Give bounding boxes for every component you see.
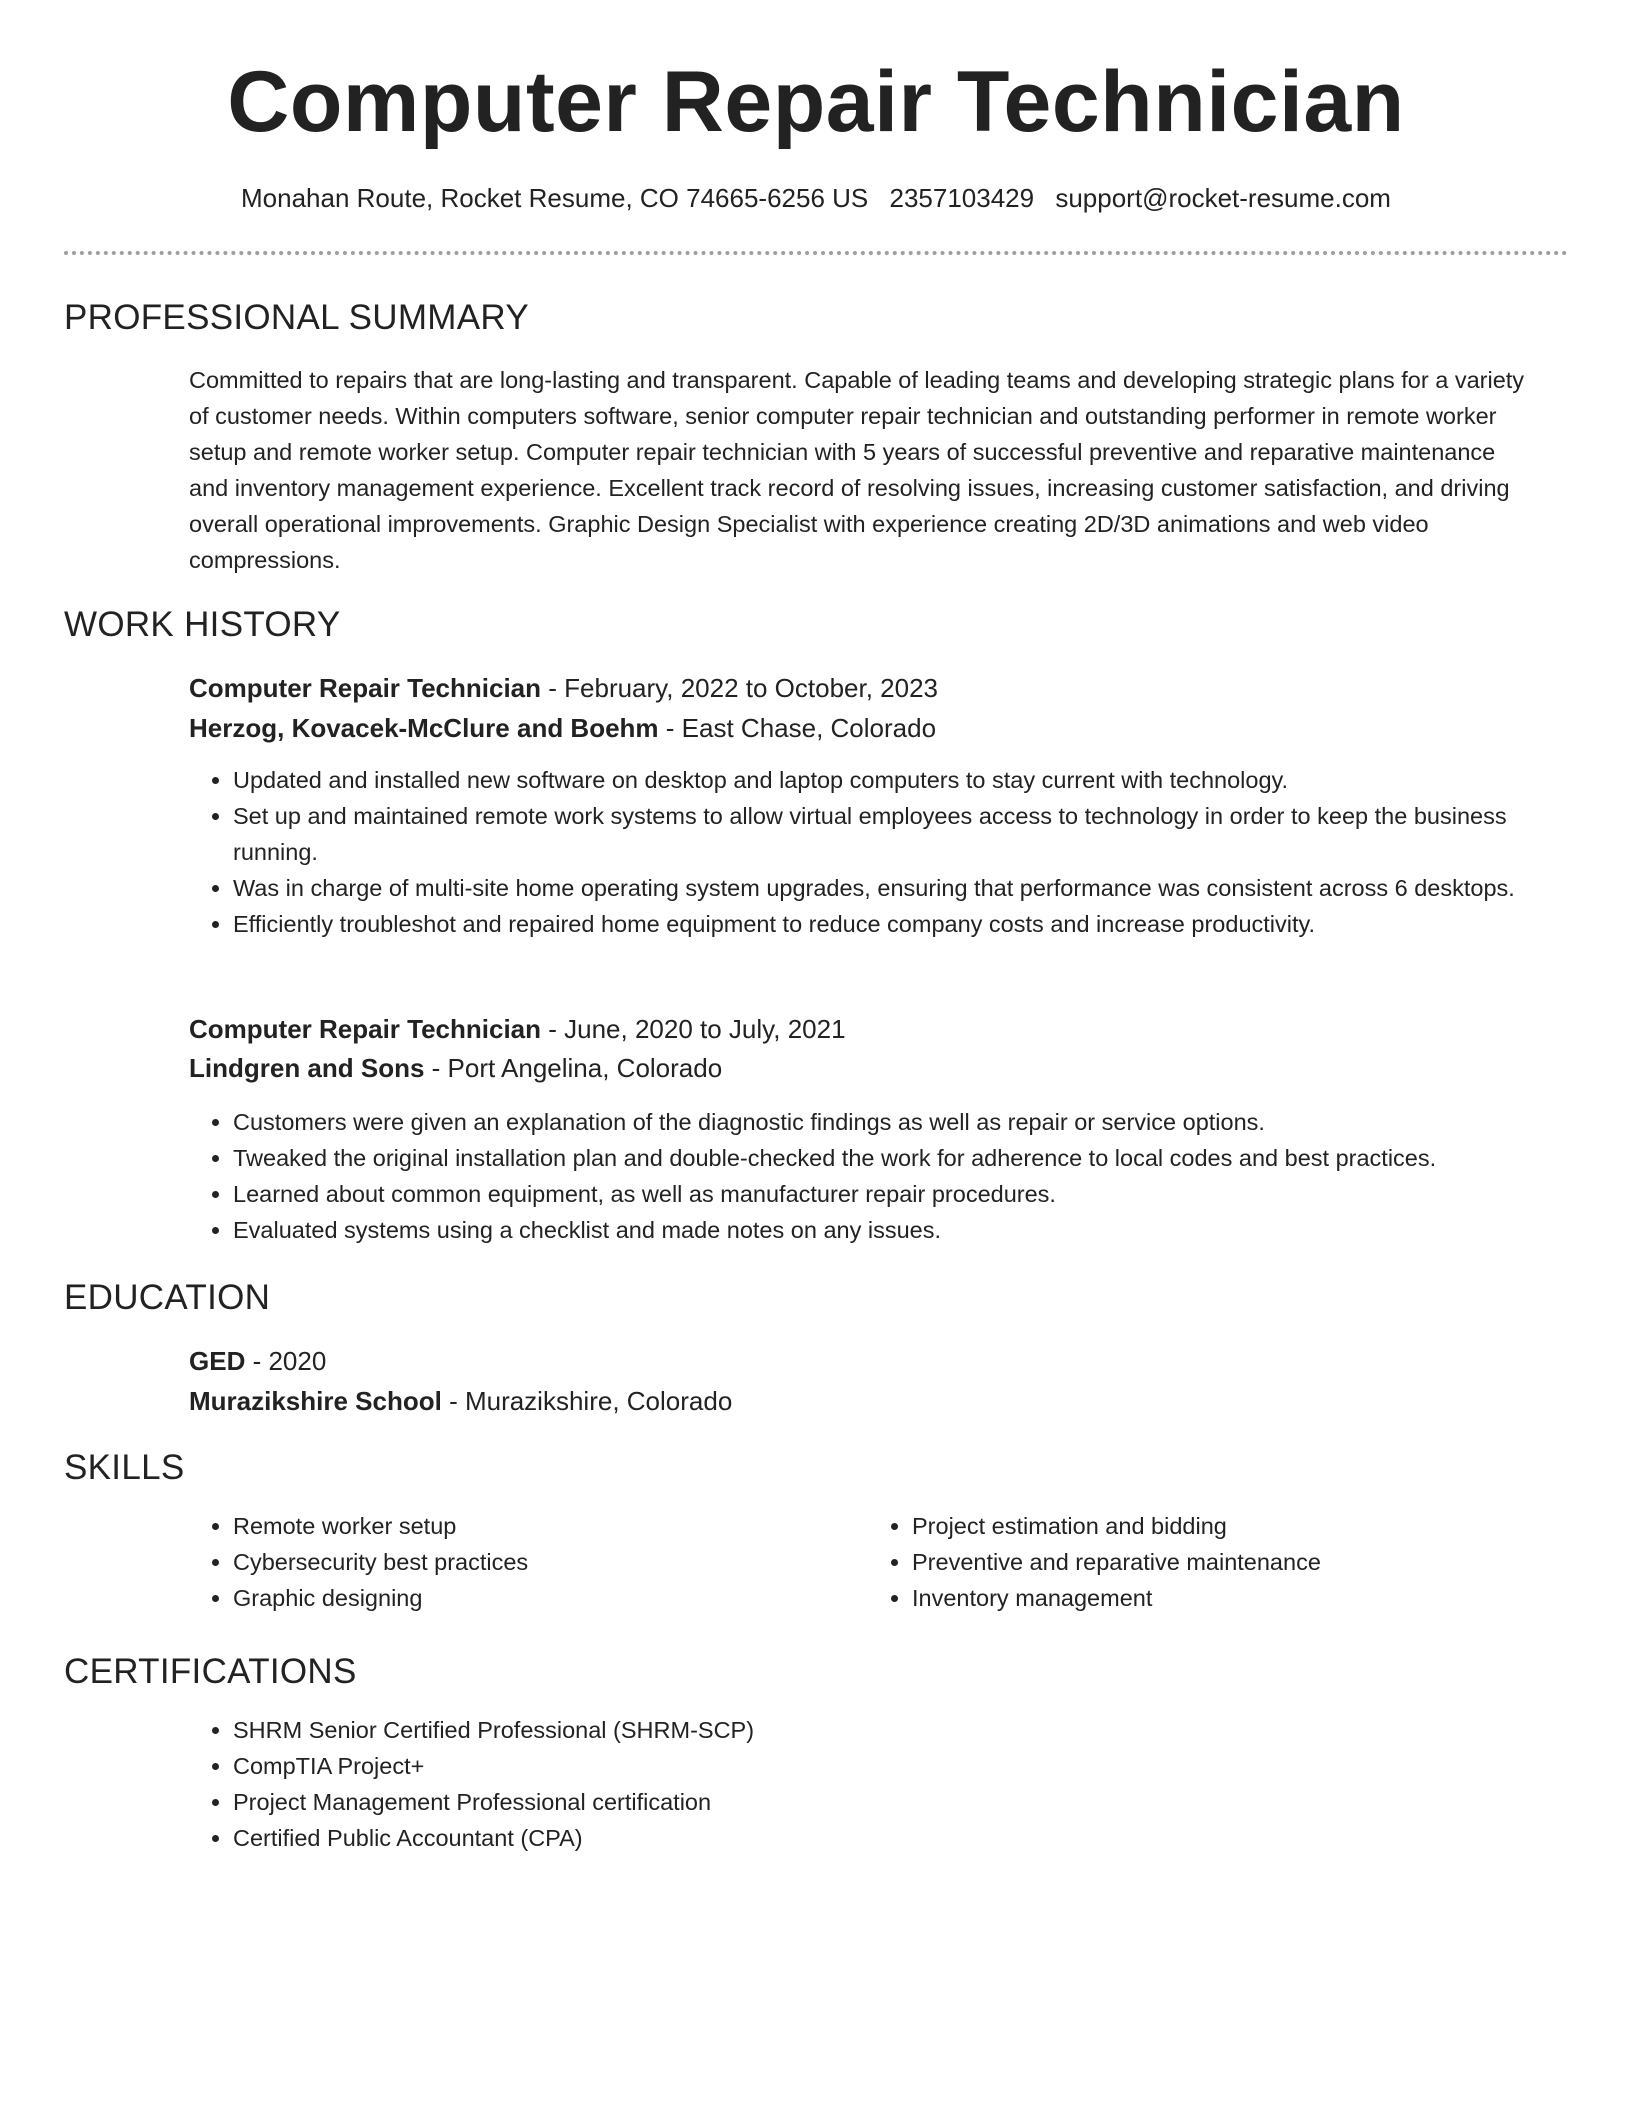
job-1-company: Herzog, Kovacek-McClure and Boehm <box>189 713 659 743</box>
list-item: • Graphic designing <box>233 1580 853 1616</box>
job-2-dates: - June, 2020 to July, 2021 <box>541 1014 846 1044</box>
list-item: • Evaluated systems using a checklist and made notes on any issues. <box>233 1212 1583 1248</box>
list-item: • Learned about common equipment, as well as manufacturer repair procedures. <box>233 1176 1583 1212</box>
education-school-line <box>189 1383 732 1419</box>
list-item: • Inventory management <box>912 1580 1592 1616</box>
list-item: • Certified Public Accountant (CPA) <box>233 1820 1583 1856</box>
list-item: • Customers were given an explanation of the diagnostic findings as well as repair or service options. <box>233 1104 1583 1140</box>
skills-heading: SKILLS <box>64 1448 185 1487</box>
work-history-heading: WORK HISTORY <box>64 605 341 644</box>
list-item: • Project Management Professional certification <box>233 1784 1583 1820</box>
summary-text: Committed to repairs that are long-lasting and transparent. Capable of leading teams and developing strategic plans for a variety of customer needs. Within computers software, senior computer repair technician and outstanding performer in remote worker setup and remote worker setup. Computer repair technician with 5 years of successful preventive and reparative maintenance and inventory management experience. Excellent track record of resolving issues, increasing customer satisfaction, and driving overall operational improvements. Graphic Design Specialist with experience creating 2D/3D animations and web video compressions. <box>189 367 1525 573</box>
summary-heading: PROFESSIONAL SUMMARY <box>64 298 529 337</box>
header-divider <box>64 251 1568 255</box>
education-heading: EDUCATION <box>64 1278 271 1317</box>
education-location: - Murazikshire, Colorado <box>441 1386 733 1416</box>
job-2-location: - Port Angelina, Colorado <box>424 1053 723 1083</box>
job-1-location: - East Chase, Colorado <box>658 713 937 743</box>
education-degree-line <box>189 1343 326 1379</box>
education-school: Murazikshire School <box>189 1386 442 1416</box>
job-1-role: Computer Repair Technician <box>189 673 542 703</box>
certifications-list <box>189 1712 1583 1856</box>
list-item: • Cybersecurity best practices <box>233 1544 853 1580</box>
list-item: • Was in charge of multi-site home operating system upgrades, ensuring that performance was consistent across 6 desktops. <box>233 870 1583 906</box>
certifications-heading: CERTIFICATIONS <box>64 1652 357 1691</box>
list-item: • Project estimation and bidding <box>912 1508 1592 1544</box>
job-1-title-line <box>189 670 938 706</box>
contact-line <box>0 180 1632 216</box>
education-degree: GED <box>189 1346 246 1376</box>
list-item: • Efficiently troubleshot and repaired home equipment to reduce company costs and increase productivity. <box>233 906 1583 942</box>
education-year: - 2020 <box>245 1346 327 1376</box>
list-item: • Updated and installed new software on desktop and laptop computers to stay current with technology. <box>233 762 1583 798</box>
list-item: • Remote worker setup <box>233 1508 853 1544</box>
list-item: • Set up and maintained remote work systems to allow virtual employees access to technology in order to keep the business running. <box>233 798 1583 870</box>
job-2-bullets <box>189 1104 1583 1248</box>
skills-list-right <box>868 1508 1592 1616</box>
list-item: • CompTIA Project+ <box>233 1748 1583 1784</box>
job-2-title-line <box>189 1011 846 1047</box>
resume-name: Computer Repair Technician <box>227 54 1405 150</box>
contact-email: support@rocket-resume.com <box>1055 183 1391 213</box>
list-item: • SHRM Senior Certified Professional (SHRM-SCP) <box>233 1712 1583 1748</box>
contact-phone: 2357103429 <box>889 183 1035 213</box>
list-item: • Preventive and reparative maintenance <box>912 1544 1592 1580</box>
job-2-role: Computer Repair Technician <box>189 1014 542 1044</box>
contact-address: Monahan Route, Rocket Resume, CO 74665-6256 US <box>241 183 869 213</box>
job-1-company-line <box>189 710 936 746</box>
list-item: • Tweaked the original installation plan and double-checked the work for adherence to local codes and best practices. <box>233 1140 1583 1176</box>
job-2-company-line <box>189 1050 722 1086</box>
job-2-company: Lindgren and Sons <box>189 1053 425 1083</box>
skills-list-left <box>189 1508 853 1616</box>
job-1-bullets <box>189 762 1583 942</box>
job-1-dates: - February, 2022 to October, 2023 <box>541 673 939 703</box>
